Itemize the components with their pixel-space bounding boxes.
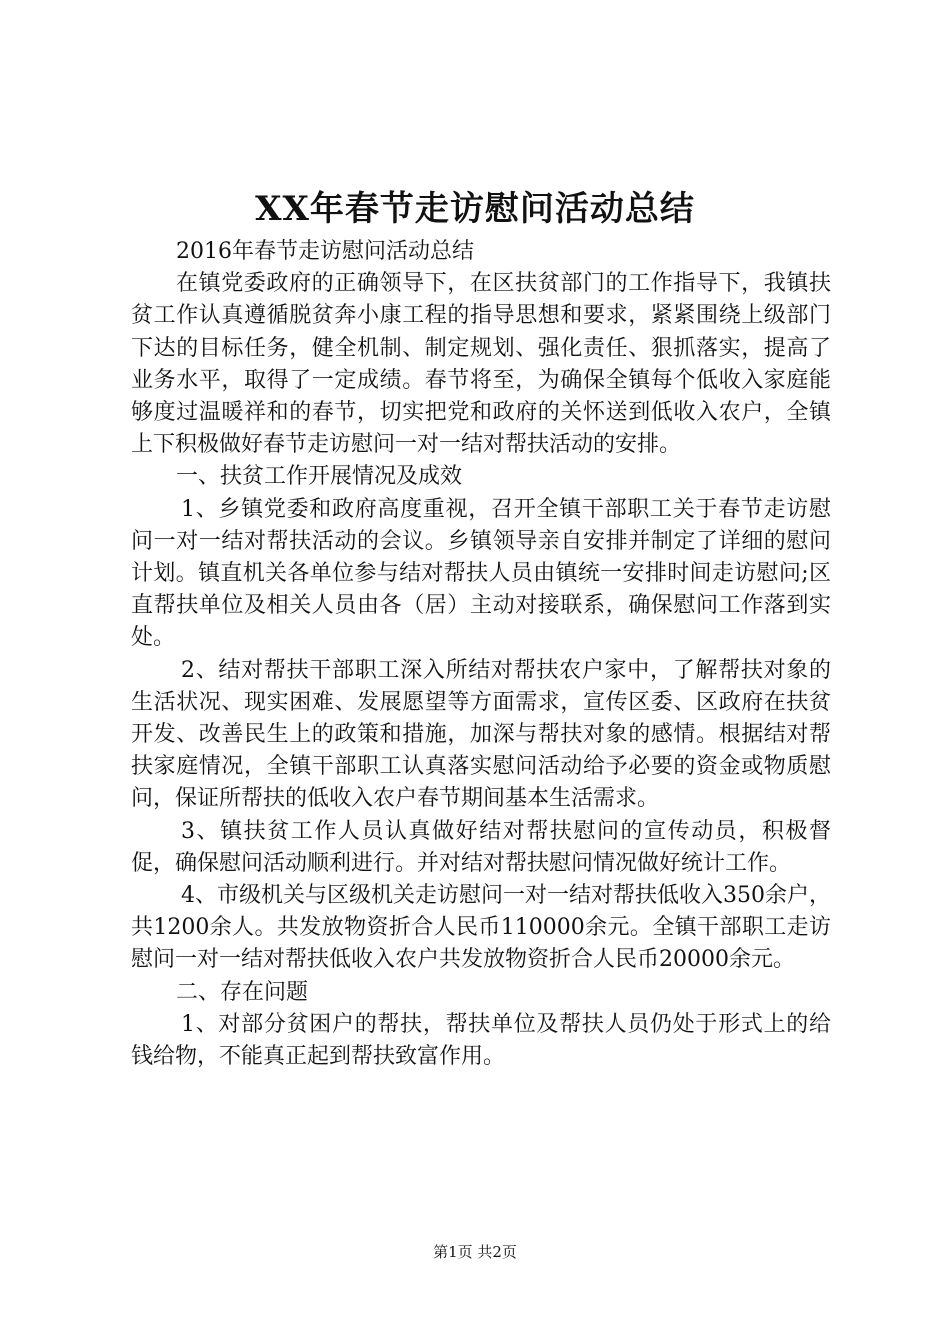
page-footer: 第1页 共2页 bbox=[433, 1243, 517, 1261]
paragraph-item-3: 3、镇扶贫工作人员认真做好结对帮扶慰问的宣传动员，积极督促，确保慰问活动顺利进行。并对结对帮扶慰问情况做好统计工作。 bbox=[131, 818, 831, 876]
paragraph-problem-1: 1、对部分贫困户的帮扶，帮扶单位及帮扶人员仍处于形式上的给钱给物，不能真正起到帮扶致富作用。 bbox=[131, 1011, 831, 1070]
section-heading-2: 二、存在问题 bbox=[176, 979, 309, 1005]
paragraph-intro: 在镇党委政府的正确领导下，在区扶贫部门的工作指导下，我镇扶贫工作认真遵循脱贫奔小康工程的指导思想和要求，紧紧围绕上级部门下达的目标任务，健全机制、制定规划、强化责任、狠抓落实，提高了业务水平，取得了一定成绩。春节将至，为确保全镇每个低收入家庭能够度过温暖祥和的春节，切实把党和政府的关怀送到低收入农户，全镇上下积极做好春节走访慰问一对一结对帮扶活动的安排。 bbox=[131, 271, 831, 458]
document-subtitle: 2016年春节走访慰问活动总结 bbox=[176, 239, 474, 264]
document-title: XX年春节走访慰问活动总结 bbox=[255, 189, 695, 229]
paragraph-item-4: 4、市级机关与区级机关走访慰问一对一结对帮扶低收入350余户，共1200余人。共发放物资折合人民币110000余元。全镇干部职工走访慰问一对一结对帮扶低收入农户共发放物资折合人民币20000余元。 bbox=[131, 883, 831, 973]
document-body bbox=[131, 236, 831, 1073]
paragraph-item-2: 2、结对帮扶干部职工深入所结对帮扶农户家中，了解帮扶对象的生活状况、现实困难、发展愿望等方面需求，宣传区委、区政府在扶贫开发、改善民生上的政策和措施，加深与帮扶对象的感情。根据结对帮扶家庭情况，全镇干部职工认真落实慰问活动给予必要的资金或物质慰问，保证所帮扶的低收入农户春节期间基本生活需求。 bbox=[131, 657, 831, 812]
section-heading-1: 一、扶贫工作开展情况及成效 bbox=[176, 464, 463, 490]
paragraph-item-1: 1、乡镇党委和政府高度重视，召开全镇干部职工关于春节走访慰问一对一结对帮扶活动的会议。乡镇领导亲自安排并制定了详细的慰问计划。镇直机关各单位参与结对帮扶人员由镇统一安排时间走访慰问;区直帮扶单位及相关人员由各（居）主动对接联系，确保慰问工作落到实处。 bbox=[131, 496, 831, 651]
